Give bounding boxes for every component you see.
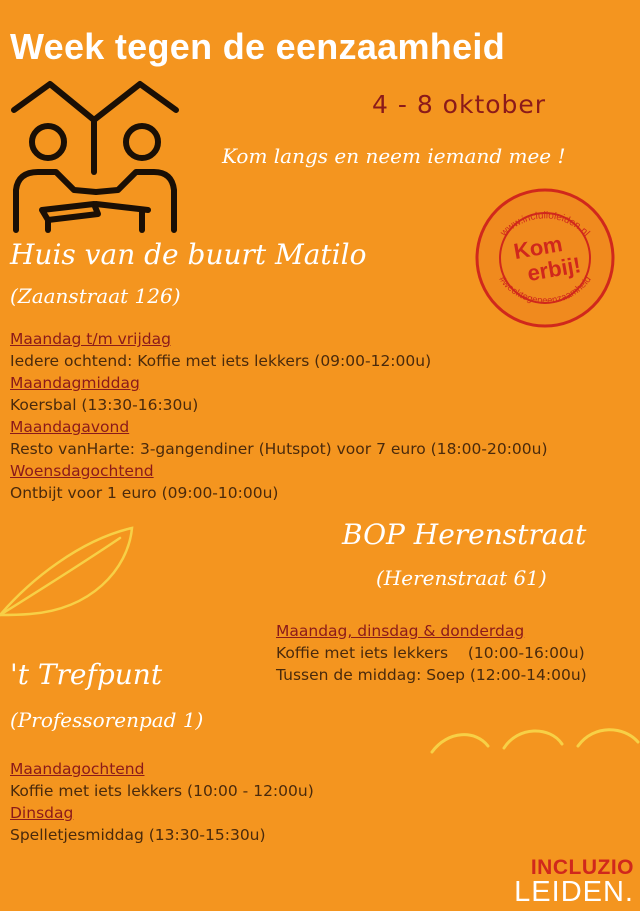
brand-line2: LEIDEN. — [514, 876, 634, 908]
two-people-house-icon — [8, 80, 183, 240]
schedule-activity: Iedere ochtend: Koffie met iets lekkers (09:00-12:00u) — [10, 352, 432, 370]
schedule-trefpunt — [10, 758, 314, 846]
venue-address-bop: (Herenstraat 61) — [376, 566, 547, 590]
schedule-day: Dinsdag — [10, 804, 74, 822]
stamp-hashtag: #weektegeneenzaamheid — [496, 274, 594, 307]
incluzio-leiden-logo — [514, 857, 634, 907]
kom-erbij-stamp — [470, 186, 620, 328]
schedule-day: Maandagavond — [10, 418, 130, 436]
venue-address-matilo: (Zaanstraat 126) — [10, 284, 181, 308]
venue-name-matilo: Huis van de buurt Matilo — [10, 238, 367, 271]
poster-title: Week tegen de eenzaamheid — [10, 26, 506, 67]
venue-name-bop: BOP Herenstraat — [342, 518, 587, 551]
schedule-activity: Koffie met iets lekkers (10:00 - 12:00u) — [10, 782, 314, 800]
sun-rays-decoration — [428, 722, 640, 782]
leaf-decoration — [0, 520, 140, 620]
schedule-activity: Resto vanHarte: 3-gangendiner (Hutspot) voor 7 euro (18:00-20:00u) — [10, 440, 548, 458]
schedule-day: Woensdagochtend — [10, 462, 154, 480]
brand-line1: INCLUZIO — [530, 856, 634, 879]
stamp-url: www.inclulioleiden.nl — [498, 210, 592, 239]
stamp-line2: erbij! — [525, 252, 583, 287]
schedule-matilo — [10, 328, 548, 504]
event-dates: 4 - 8 oktober — [372, 90, 547, 119]
venue-name-trefpunt: 't Trefpunt — [10, 658, 163, 691]
schedule-activity: Spelletjesmiddag (13:30-15:30u) — [10, 826, 266, 844]
schedule-day: Maandag t/m vrijdag — [10, 330, 171, 348]
schedule-activity: Tussen de middag: Soep (12:00-14:00u) — [276, 666, 587, 684]
schedule-day: Maandagochtend — [10, 760, 145, 778]
schedule-bop — [276, 620, 587, 686]
slogan: Kom langs en neem iemand mee ! — [222, 144, 566, 168]
venue-address-trefpunt: (Professorenpad 1) — [10, 708, 204, 732]
schedule-day: Maandag, dinsdag & donderdag — [276, 622, 525, 640]
schedule-activity: Koersbal (13:30-16:30u) — [10, 396, 199, 414]
schedule-day: Maandagmiddag — [10, 374, 140, 392]
schedule-activity: Ontbijt voor 1 euro (09:00-10:00u) — [10, 484, 279, 502]
stamp-line1: Kom — [511, 230, 565, 265]
schedule-activity: Koffie met iets lekkers (10:00-16:00u) — [276, 644, 585, 662]
